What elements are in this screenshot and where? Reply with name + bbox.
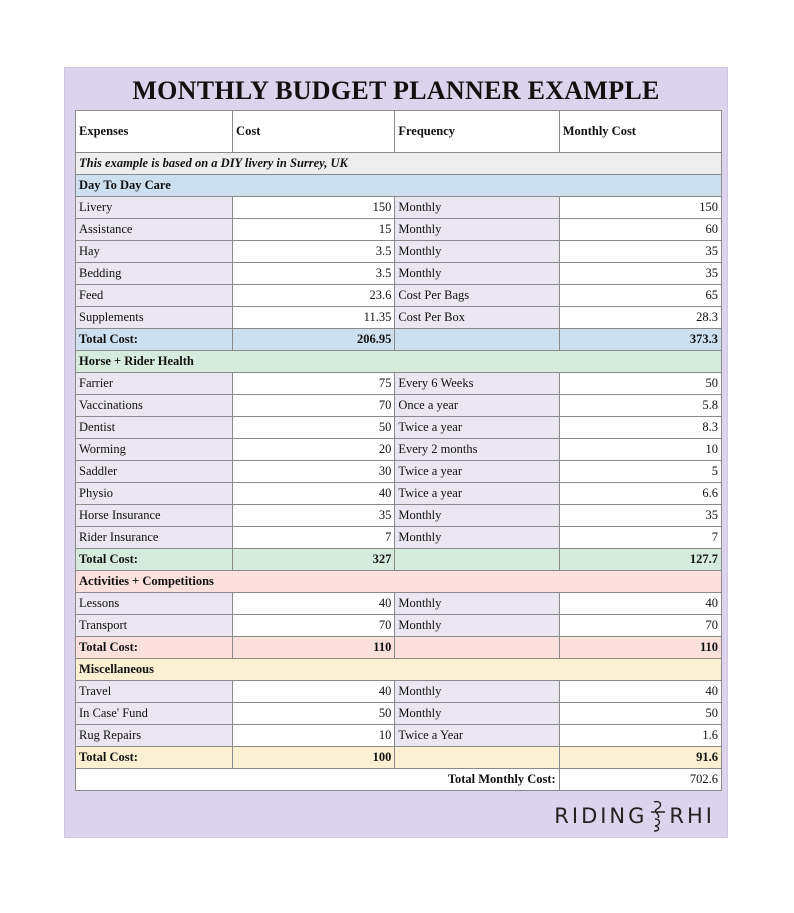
- expense-cell: Dentist: [76, 417, 233, 439]
- cost-cell: 15: [233, 219, 395, 241]
- expense-cell: Farrier: [76, 373, 233, 395]
- expense-cell: Lessons: [76, 593, 233, 615]
- frequency-cell: Monthly: [395, 241, 559, 263]
- frequency-cell: Monthly: [395, 703, 559, 725]
- page-title: MONTHLY BUDGET PLANNER EXAMPLE: [132, 76, 660, 105]
- grand-total-row: [76, 769, 722, 791]
- monthly-cost-cell: 50: [559, 373, 721, 395]
- expense-cell: Saddler: [76, 461, 233, 483]
- monthly-cost-cell: 1.6: [559, 725, 721, 747]
- cost-cell: 30: [233, 461, 395, 483]
- table-row: [76, 439, 722, 461]
- total-cost: 110: [233, 637, 395, 659]
- frequency-cell: Cost Per Bags: [395, 285, 559, 307]
- monthly-cost-cell: 5: [559, 461, 721, 483]
- table-row: [76, 395, 722, 417]
- monthly-cost-cell: 35: [559, 505, 721, 527]
- frequency-cell: Every 2 months: [395, 439, 559, 461]
- monthly-cost-cell: 28.3: [559, 307, 721, 329]
- total-row: [76, 637, 722, 659]
- cost-cell: 40: [233, 681, 395, 703]
- monthly-cost-cell: 35: [559, 263, 721, 285]
- section-header: [76, 351, 722, 373]
- monthly-cost-cell: 50: [559, 703, 721, 725]
- expense-cell: Physio: [76, 483, 233, 505]
- total-blank: [395, 329, 559, 351]
- cost-cell: 3.5: [233, 241, 395, 263]
- total-cost: 100: [233, 747, 395, 769]
- table-row: [76, 241, 722, 263]
- table-row: [76, 527, 722, 549]
- cost-cell: 150: [233, 197, 395, 219]
- table-row: [76, 593, 722, 615]
- cost-cell: 11.35: [233, 307, 395, 329]
- total-row: [76, 329, 722, 351]
- total-monthly-cost: 127.7: [559, 549, 721, 571]
- frequency-cell: Monthly: [395, 615, 559, 637]
- budget-table: [75, 110, 722, 791]
- note-text: This example is based on a DIY livery in Surrey, UK: [76, 153, 722, 175]
- expense-cell: Supplements: [76, 307, 233, 329]
- cost-cell: 3.5: [233, 263, 395, 285]
- brand-logo: [554, 799, 715, 833]
- cost-cell: 70: [233, 395, 395, 417]
- cost-cell: 75: [233, 373, 395, 395]
- cost-cell: 50: [233, 703, 395, 725]
- expense-cell: Horse Insurance: [76, 505, 233, 527]
- monthly-cost-cell: 150: [559, 197, 721, 219]
- total-monthly-cost: 91.6: [559, 747, 721, 769]
- total-row: [76, 747, 722, 769]
- monthly-cost-cell: 8.3: [559, 417, 721, 439]
- table-row: [76, 703, 722, 725]
- total-row: [76, 549, 722, 571]
- table-row: [76, 681, 722, 703]
- table-row: [76, 417, 722, 439]
- expense-cell: Livery: [76, 197, 233, 219]
- section-title: Day To Day Care: [76, 175, 722, 197]
- frequency-cell: Monthly: [395, 527, 559, 549]
- table-row: [76, 197, 722, 219]
- frequency-cell: Cost Per Box: [395, 307, 559, 329]
- total-label: Total Cost:: [76, 637, 233, 659]
- expense-cell: Hay: [76, 241, 233, 263]
- frequency-cell: Monthly: [395, 505, 559, 527]
- total-monthly-cost: 373.3: [559, 329, 721, 351]
- header-monthly-cost: Monthly Cost: [559, 111, 721, 153]
- header-cost: Cost: [233, 111, 395, 153]
- grand-total-value: 702.6: [559, 769, 721, 791]
- table-row: [76, 373, 722, 395]
- expense-cell: Rug Repairs: [76, 725, 233, 747]
- frequency-cell: Monthly: [395, 219, 559, 241]
- frequency-cell: Twice a Year: [395, 725, 559, 747]
- table-row: [76, 725, 722, 747]
- total-label: Total Cost:: [76, 329, 233, 351]
- monthly-cost-cell: 40: [559, 593, 721, 615]
- cost-cell: 70: [233, 615, 395, 637]
- frequency-cell: Monthly: [395, 681, 559, 703]
- monthly-cost-cell: 70: [559, 615, 721, 637]
- cost-cell: 20: [233, 439, 395, 461]
- table-row: [76, 615, 722, 637]
- total-label: Total Cost:: [76, 747, 233, 769]
- expense-cell: Vaccinations: [76, 395, 233, 417]
- table-row: [76, 263, 722, 285]
- monthly-cost-cell: 60: [559, 219, 721, 241]
- header-row: [76, 111, 722, 153]
- frequency-cell: Every 6 Weeks: [395, 373, 559, 395]
- total-monthly-cost: 110: [559, 637, 721, 659]
- table-row: [76, 483, 722, 505]
- monthly-cost-cell: 5.8: [559, 395, 721, 417]
- cost-cell: 40: [233, 593, 395, 615]
- cost-cell: 40: [233, 483, 395, 505]
- section-title: Horse + Rider Health: [76, 351, 722, 373]
- horse-signature-icon: [649, 799, 667, 833]
- header-frequency: Frequency: [395, 111, 559, 153]
- monthly-cost-cell: 10: [559, 439, 721, 461]
- monthly-cost-cell: 7: [559, 527, 721, 549]
- section-title: Activities + Competitions: [76, 571, 722, 593]
- expense-cell: Assistance: [76, 219, 233, 241]
- total-cost: 327: [233, 549, 395, 571]
- expense-cell: In Case' Fund: [76, 703, 233, 725]
- frequency-cell: Monthly: [395, 263, 559, 285]
- cost-cell: 10: [233, 725, 395, 747]
- frequency-cell: Twice a year: [395, 483, 559, 505]
- cost-cell: 50: [233, 417, 395, 439]
- frequency-cell: Monthly: [395, 593, 559, 615]
- expense-cell: Transport: [76, 615, 233, 637]
- cost-cell: 35: [233, 505, 395, 527]
- note-row: [76, 153, 722, 175]
- table-row: [76, 461, 722, 483]
- cost-cell: 23.6: [233, 285, 395, 307]
- table-row: [76, 307, 722, 329]
- total-blank: [395, 747, 559, 769]
- frequency-cell: Monthly: [395, 197, 559, 219]
- section-header: [76, 175, 722, 197]
- brand-right: RHI: [669, 804, 715, 828]
- expense-cell: Feed: [76, 285, 233, 307]
- table-row: [76, 285, 722, 307]
- total-blank: [395, 549, 559, 571]
- section-header: [76, 571, 722, 593]
- frequency-cell: Twice a year: [395, 417, 559, 439]
- section-title: Miscellaneous: [76, 659, 722, 681]
- frequency-cell: Twice a year: [395, 461, 559, 483]
- monthly-cost-cell: 40: [559, 681, 721, 703]
- table-row: [76, 505, 722, 527]
- total-blank: [395, 637, 559, 659]
- header-expenses: Expenses: [76, 111, 233, 153]
- expense-cell: Bedding: [76, 263, 233, 285]
- total-cost: 206.95: [233, 329, 395, 351]
- expense-cell: Travel: [76, 681, 233, 703]
- monthly-cost-cell: 35: [559, 241, 721, 263]
- monthly-cost-cell: 6.6: [559, 483, 721, 505]
- total-label: Total Cost:: [76, 549, 233, 571]
- brand-left: RIDING: [554, 804, 648, 828]
- grand-total-label: Total Monthly Cost:: [76, 769, 560, 791]
- budget-sheet: [64, 67, 728, 838]
- section-header: [76, 659, 722, 681]
- frequency-cell: Once a year: [395, 395, 559, 417]
- table-row: [76, 219, 722, 241]
- expense-cell: Worming: [76, 439, 233, 461]
- expense-cell: Rider Insurance: [76, 527, 233, 549]
- cost-cell: 7: [233, 527, 395, 549]
- monthly-cost-cell: 65: [559, 285, 721, 307]
